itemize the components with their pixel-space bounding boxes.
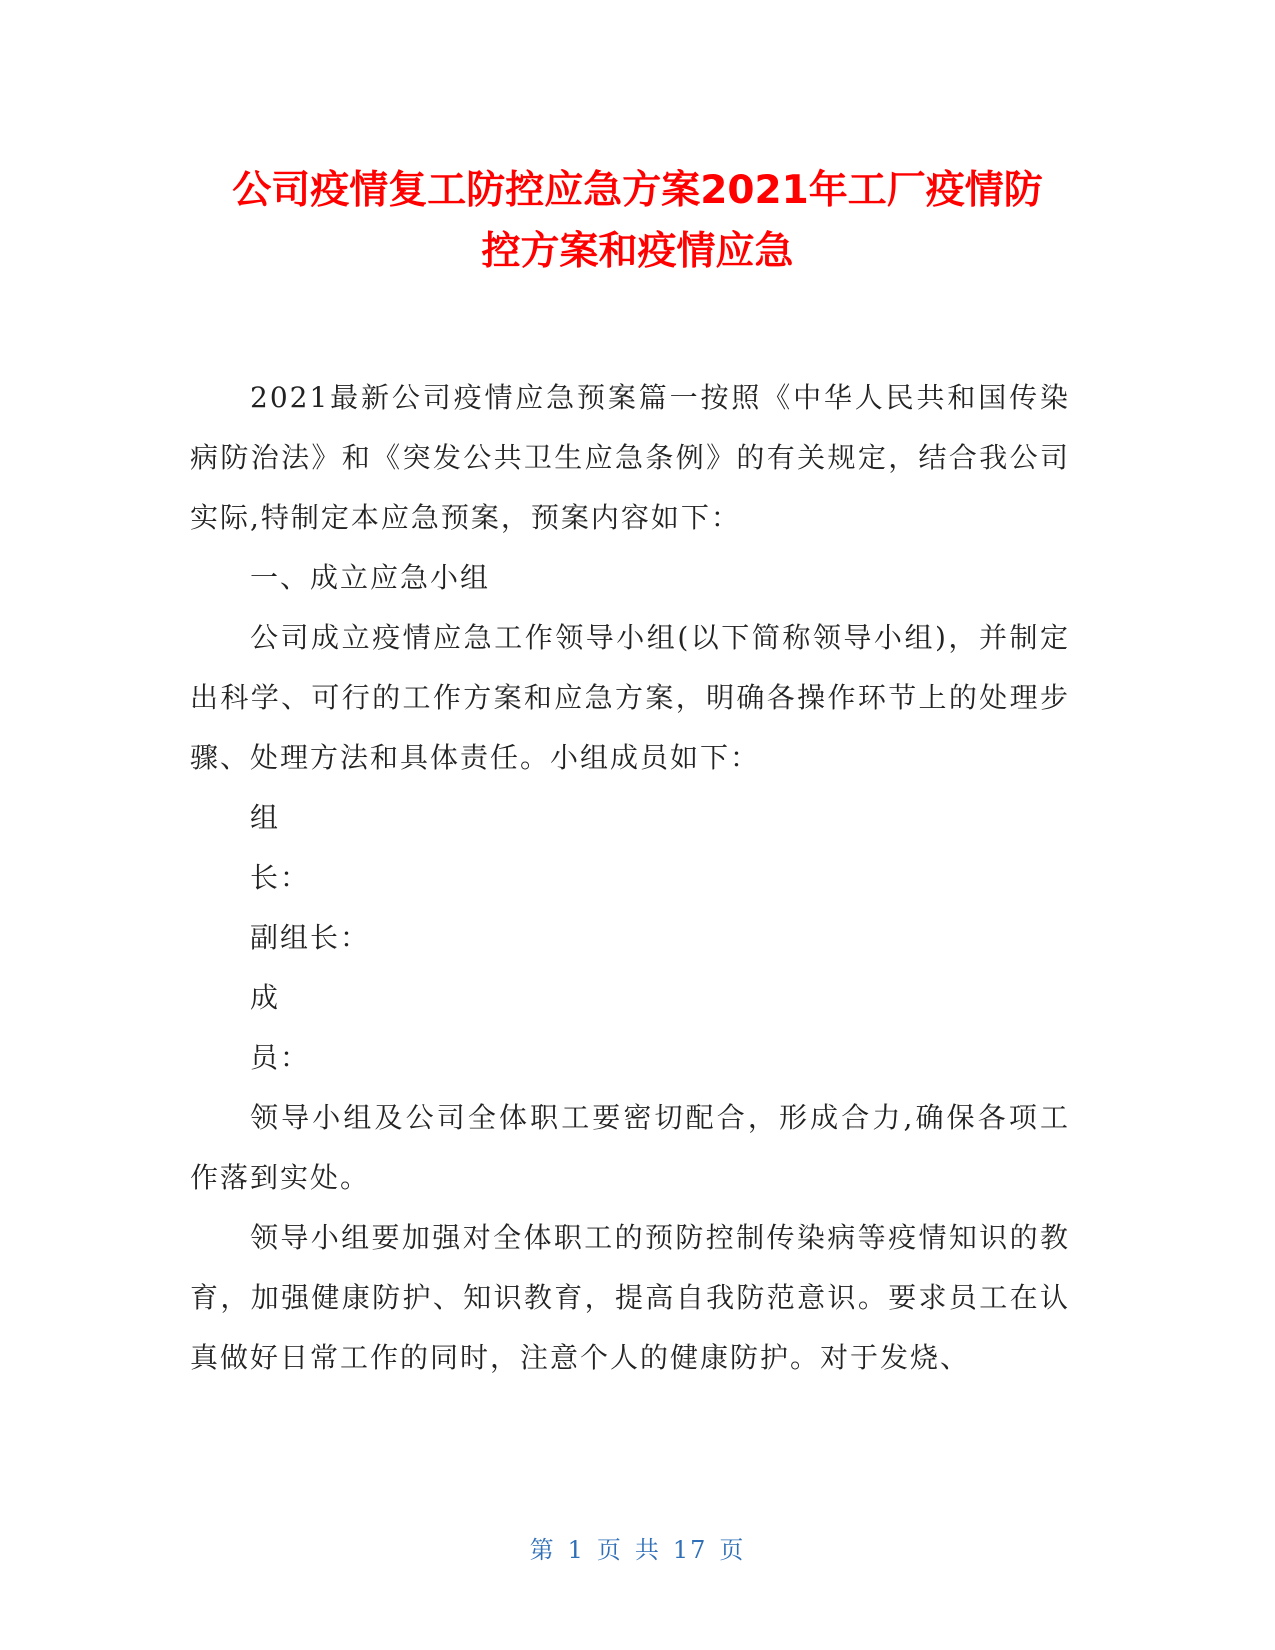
footer-label-page-unit: 页 — [596, 1536, 623, 1564]
paragraph-intro: 2021最新公司疫情应急预案篇一按照《中华人民共和国传染病防治法》和《突发公共卫生应急条例》的有关规定，结合我公司实际,特制定本应急预案，预案内容如下： — [190, 381, 1070, 534]
paragraph-education: 领导小组要加强对全体职工的预防控制传染病等疫情知识的教育，加强健康防护、知识教育，提高自我防范意识。要求员工在认真做好日常工作的同时，注意个人的健康防护。对于发烧、 — [190, 1221, 1070, 1374]
member-label-members-2: 员： — [250, 1041, 311, 1074]
footer-label-total: 共 — [634, 1536, 661, 1564]
member-label-leader-2: 长： — [250, 861, 311, 894]
footer-label-total-unit: 页 — [719, 1536, 746, 1564]
footer-total-pages: 17 — [672, 1536, 708, 1564]
section-heading-1: 一、成立应急小组 — [250, 561, 491, 594]
member-label-members-1: 成 — [250, 981, 281, 1014]
document-body — [190, 368, 1070, 1388]
footer-label-page: 第 — [529, 1536, 556, 1564]
page-footer — [0, 1530, 1275, 1565]
member-label-leader-1: 组 — [250, 801, 281, 834]
paragraph-cooperation: 领导小组及公司全体职工要密切配合，形成合力,确保各项工作落到实处。 — [190, 1101, 1070, 1194]
document-title — [150, 160, 1125, 282]
member-label-deputy: 副组长： — [250, 921, 371, 954]
title-line-2: 控方案和疫情应急 — [481, 229, 794, 274]
paragraph-leadership-group: 公司成立疫情应急工作领导小组(以下简称领导小组)，并制定出科学、可行的工作方案和应急方案，明确各操作环节上的处理步骤、处理方法和具体责任。小组成员如下： — [190, 621, 1070, 774]
footer-current-page: 1 — [567, 1536, 585, 1564]
title-line-1: 公司疫情复工防控应急方案2021年工厂疫情防 — [232, 168, 1043, 213]
